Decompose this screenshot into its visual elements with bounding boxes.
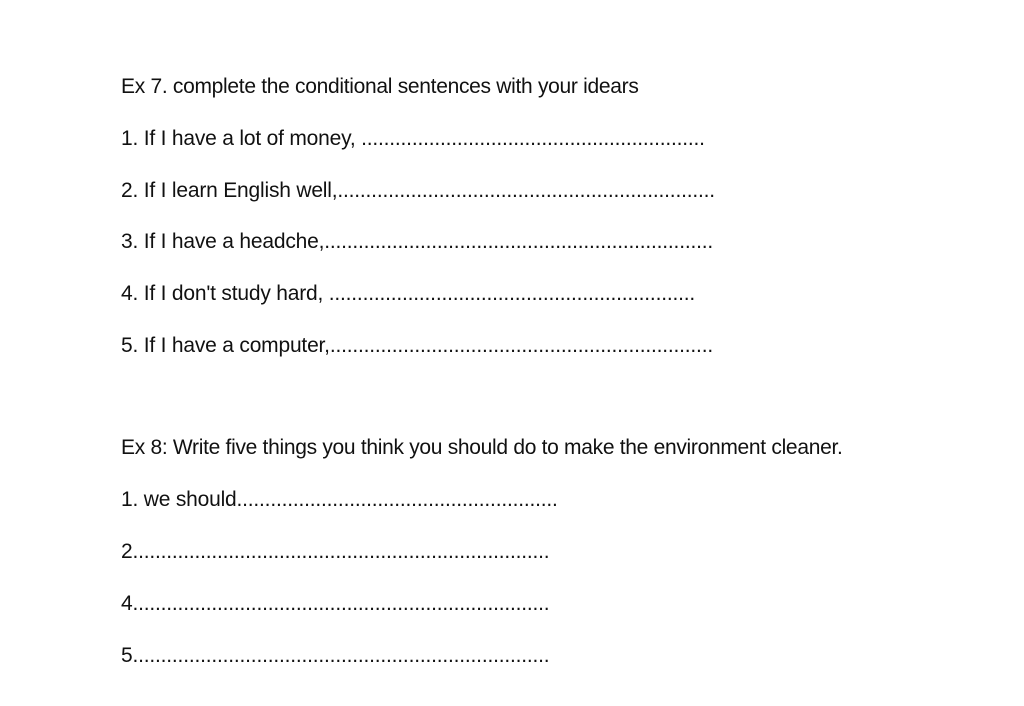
ex8-item-4: 4.......................................................................... bbox=[121, 592, 550, 615]
ex8-heading: Ex 8: Write five things you think you should do to make the environment cleaner. bbox=[121, 436, 843, 459]
ex7-item-5: 5. If I have a computer,.................................................................... bbox=[121, 334, 713, 357]
ex7-item-2: 2. If I learn English well,................................................................... bbox=[121, 179, 715, 202]
ex7-heading: Ex 7. complete the conditional sentences with your idears bbox=[121, 75, 639, 98]
ex7-item-1: 1. If I have a lot of money, ............................................................. bbox=[121, 127, 705, 150]
ex7-item-4: 4. If I don't study hard, ................................................................. bbox=[121, 282, 696, 305]
ex8-item-5: 5.......................................................................... bbox=[121, 644, 550, 667]
ex7-item-3: 3. If I have a headche,..................................................................... bbox=[121, 230, 713, 253]
ex8-item-2: 2.......................................................................... bbox=[121, 540, 550, 563]
ex8-item-1: 1. we should......................................................... bbox=[121, 488, 558, 511]
